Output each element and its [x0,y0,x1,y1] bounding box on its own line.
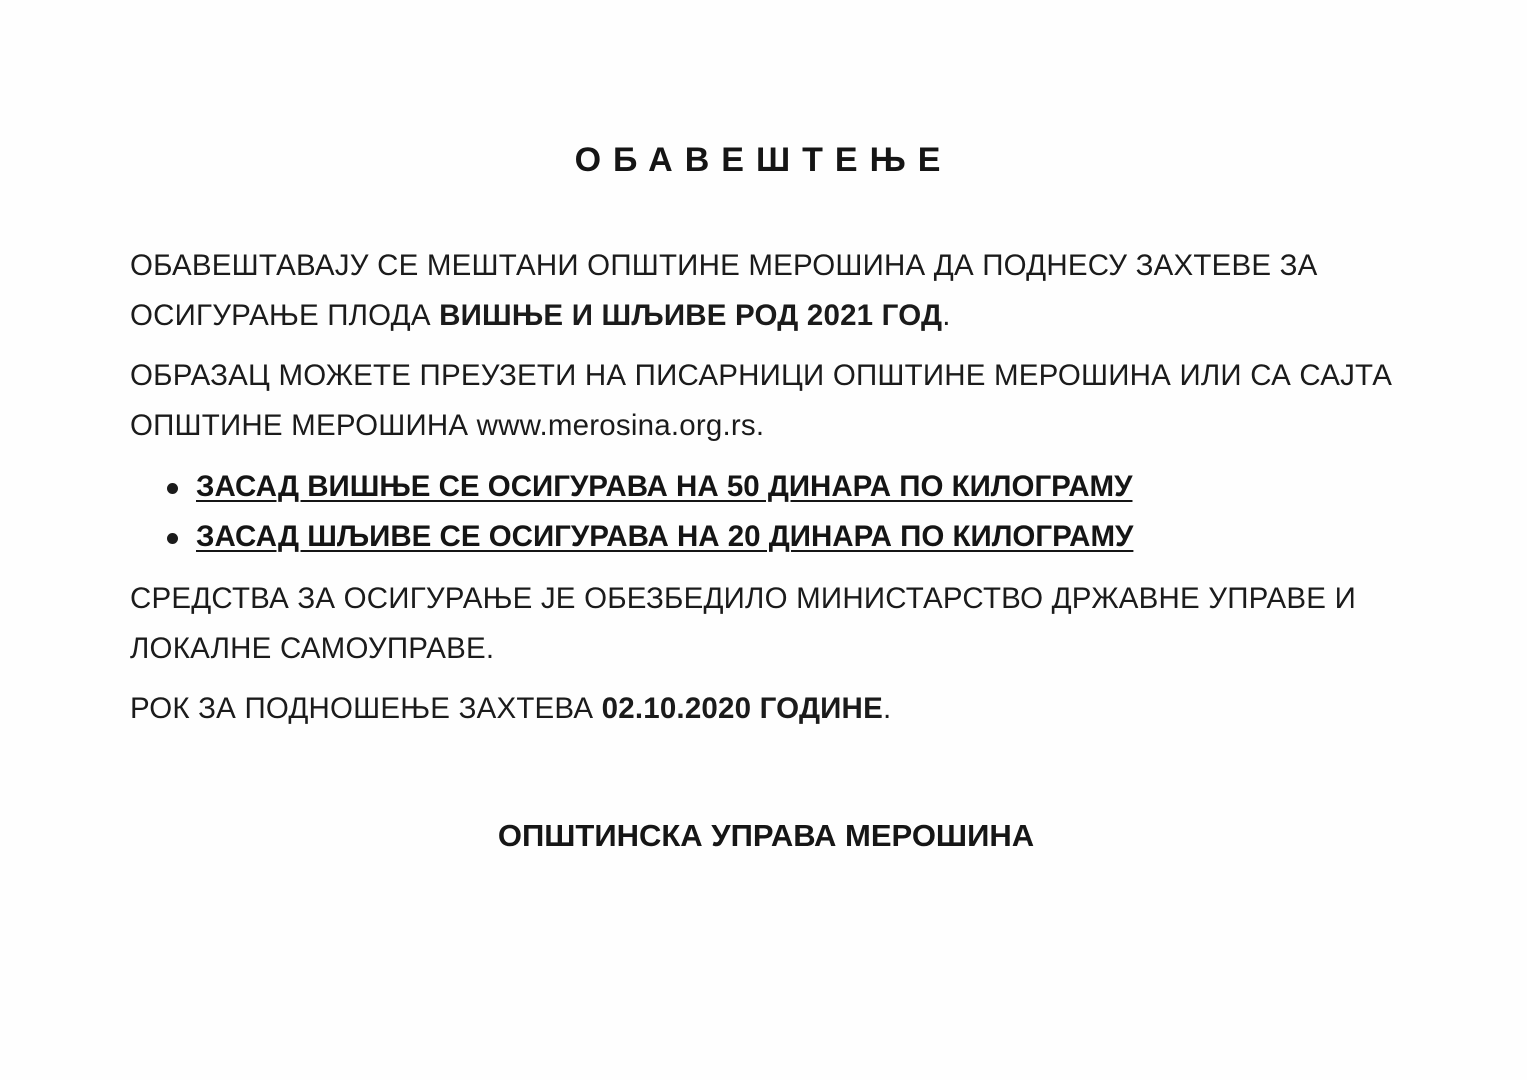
bullet-text-cherry: ЗАСАД ВИШЊЕ СЕ ОСИГУРАВА НА 50 ДИНАРА ПО КИЛОГРАМУ [196,470,1133,503]
list-item [160,512,1133,562]
insurance-rates-list [160,462,1133,562]
paragraph-funding-text: СРЕДСТВА ЗА ОСИГУРАЊЕ ЈЕ ОБЕЗБЕДИЛО МИНИСТАРСТВО ДРЖАВНЕ УПРАВЕ И ЛОКАЛНЕ САМОУПРАВЕ. [130,582,1356,665]
bullet-icon [167,483,178,494]
notice-title: ОБАВЕШТЕЊЕ [574,141,953,179]
paragraph-form-download-text: ОБРАЗАЦ МОЖЕТЕ ПРЕУЗЕТИ НА ПИСАРНИЦИ ОПШТИНЕ МЕРОШИНА ИЛИ СА САЈТА ОПШТИНЕ МЕРОШИНА www.merosina.org.rs. [130,359,1393,442]
paragraph-deadline-end: . [882,692,892,725]
paragraph-application-call-bold: ВИШЊЕ И ШЉИВЕ РОД 2021 ГОД [439,299,943,332]
paragraph-deadline-date: 02.10.2020 ГОДИНЕ [601,692,883,725]
bullet-text-plum: ЗАСАД ШЉИВЕ СЕ ОСИГУРАВА НА 20 ДИНАРА ПО КИЛОГРАМУ [196,520,1134,553]
bullet-icon [167,533,178,544]
signature-issuer: ОПШТИНСКА УПРАВА МЕРОШИНА [497,818,1035,853]
paragraph-form-download [130,351,1420,451]
paragraph-application-call [130,241,1420,341]
paragraph-funding [130,574,1420,674]
list-item [160,462,1133,512]
paragraph-deadline [130,684,1420,734]
paragraph-application-call-text: ОБАВЕШТАВАЈУ СЕ МЕШТАНИ ОПШТИНЕ МЕРОШИНА ДА ПОДНЕСУ ЗАХТЕВЕ ЗА ОСИГУРАЊЕ ПЛОДА [130,249,1318,332]
paragraph-application-call-end: . [942,299,951,332]
paragraph-deadline-text: РОК ЗА ПОДНОШЕЊЕ ЗАХТЕВА [130,692,602,725]
